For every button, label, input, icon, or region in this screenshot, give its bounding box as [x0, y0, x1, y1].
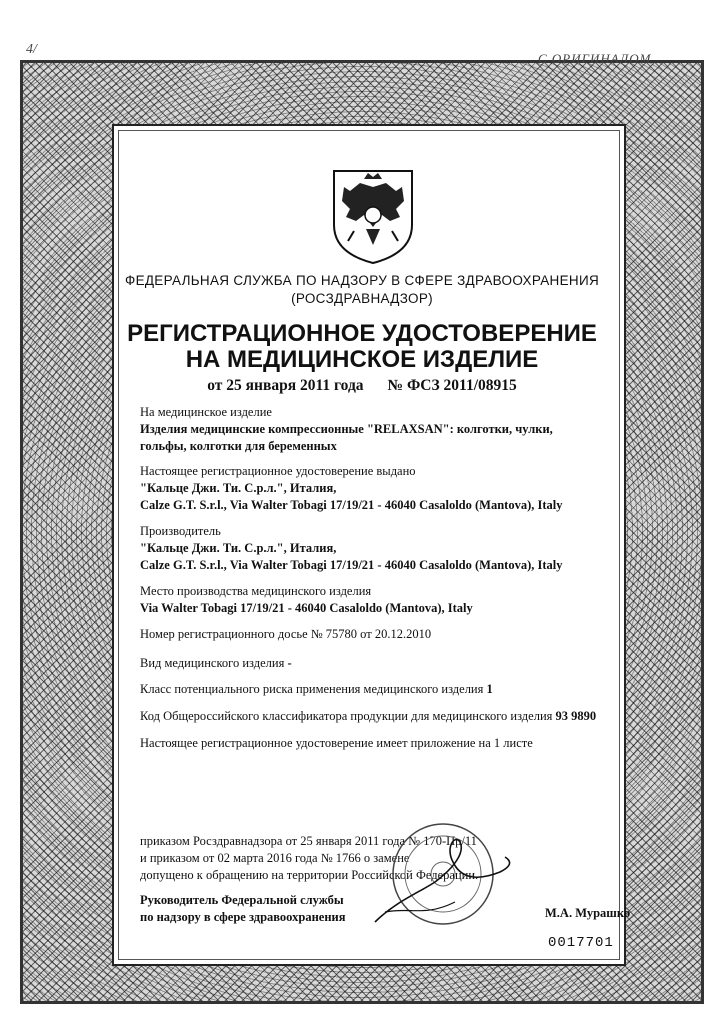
kind-label: Вид медицинского изделия: [140, 656, 285, 670]
okp-code-label: Код Общероссийского классификатора продукции для медицинского изделия: [140, 709, 553, 723]
official-stamp-icon: [365, 812, 515, 937]
issue-date: от 25 января 2011 года: [207, 377, 364, 394]
margin-note-left: 4/: [26, 42, 37, 57]
agency-short-name: (РОСЗДРАВНАДЗОР): [291, 291, 433, 306]
field-value: Via Walter Tobagi 17/19/21 - 46040 Casaloldo (Mantova), Italy: [140, 601, 473, 615]
field-value: Изделия медицинские компрессионные "RELAXSAN": колготки, чулки,: [140, 422, 553, 436]
field-value: гольфы, колготки для беременных: [140, 439, 337, 453]
coat-of-arms-icon: [326, 165, 420, 265]
kind-line: [140, 656, 292, 671]
order-line: приказом Росздравнадзора от 25 января 2011 года № 170-Пр/11: [140, 834, 477, 848]
issue-line: [100, 377, 624, 395]
certificate-number: № ФСЗ 2011/08915: [387, 377, 517, 394]
dossier-label: Номер регистрационного досье: [140, 627, 308, 641]
kind-value: -: [287, 656, 292, 670]
okp-code-value: 93 9890: [555, 709, 597, 723]
agency-name: ФЕДЕРАЛЬНАЯ СЛУЖБА ПО НАДЗОРУ В СФЕРЕ ЗДРАВООХРАНЕНИЯ: [125, 273, 599, 288]
serial-number: 0017701: [548, 935, 614, 951]
field-value: "Кальце Джи. Ти. С.р.л.", Италия,: [140, 481, 337, 495]
field-label: На медицинское изделие: [140, 405, 272, 419]
order-line: допущено к обращению на территории Российской Федерации.: [140, 868, 479, 882]
dossier-line: [140, 627, 431, 642]
risk-class-value: 1: [486, 682, 493, 696]
field-label: Место производства медицинского изделия: [140, 584, 372, 598]
dossier-value: № 75780 от 20.12.2010: [310, 627, 432, 641]
field-label: Настоящее регистрационное удостоверение выдано: [140, 464, 416, 478]
signatory-position: Руководитель Федеральной службы: [140, 893, 344, 907]
document-title: РЕГИСТРАЦИОННОЕ УДОСТОВЕРЕНИЕ: [127, 320, 597, 347]
field-label: Производитель: [140, 524, 221, 538]
order-line: и приказом от 02 марта 2016 года № 1766 о замене: [140, 851, 410, 865]
risk-class-label: Класс потенциального риска применения медицинского изделия: [140, 682, 484, 696]
field-value: Calze G.T. S.r.l., Via Walter Tobagi 17/19/21 - 46040 Casaloldo (Mantova), Italy: [140, 558, 563, 572]
signatory-position-cont: по надзору в сфере здравоохранения: [140, 910, 346, 924]
signatory-name: М.А. Мурашко: [545, 906, 631, 920]
field-value: Calze G.T. S.r.l., Via Walter Tobagi 17/19/21 - 46040 Casaloldo (Mantova), Italy: [140, 498, 563, 512]
okp-code-line: [140, 709, 596, 724]
risk-class-line: [140, 682, 493, 697]
document-subtitle: НА МЕДИЦИНСКОЕ ИЗДЕЛИЕ: [185, 346, 539, 373]
margin-note-right: С ОРИГИНАЛОМ: [538, 51, 652, 66]
appendix-note: Настоящее регистрационное удостоверение имеет приложение на 1 листе: [140, 736, 533, 750]
field-value: "Кальце Джи. Ти. С.р.л.", Италия,: [140, 541, 337, 555]
